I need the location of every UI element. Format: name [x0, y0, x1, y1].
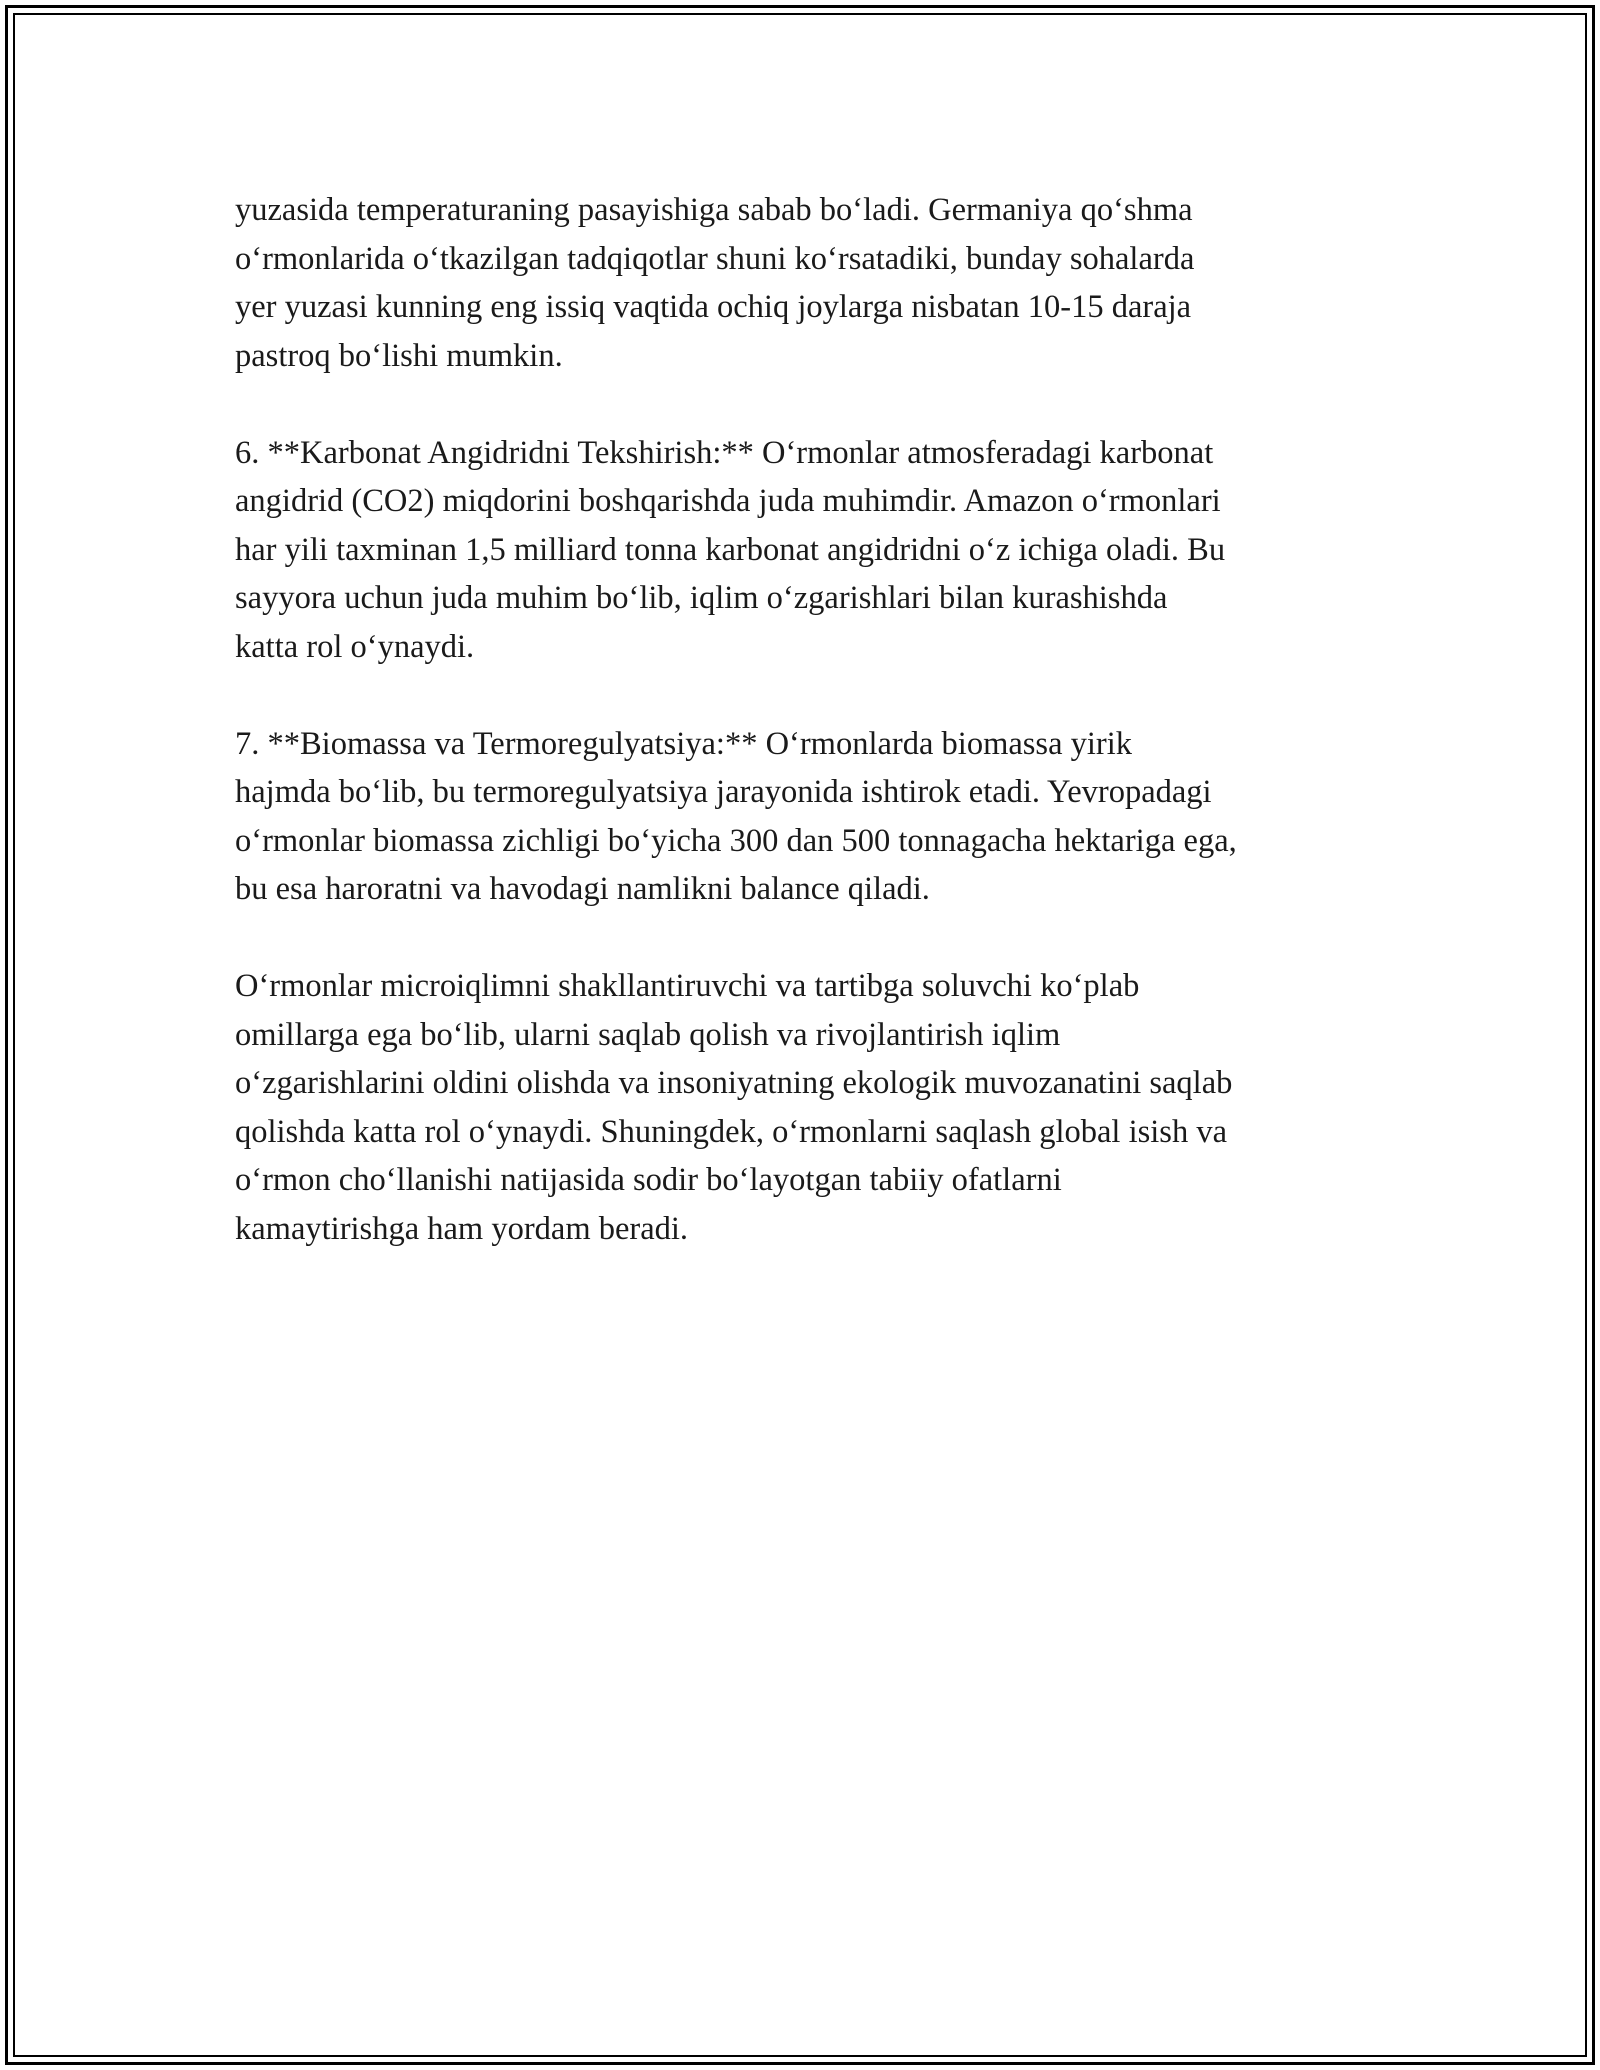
paragraph-temperature: yuzasida temperaturaning pasayishiga sabab bo‘ladi. Germaniya qo‘shma o‘rmonlarida o‘tkazilgan tadqiqotlar shuni ko‘rsatadiki, bunday sohalarda yer yuzasi kunning eng issiq vaqtida ochiq joylarga nisbatan 10-15 daraja pastroq bo‘lishi mumkin. — [235, 192, 1195, 374]
paragraph-biomass: 7. **Biomassa va Termoregulyatsiya:** O‘rmonlarda biomassa yirik hajmda bo‘lib, bu termoregulyatsiya jarayonida ishtirok etadi. Yevropadagi o‘rmonlar biomassa zichligi bo‘yicha 300 dan 500 tonnagacha hektariga ega, bu esa haroratni va havodagi namlikni balance qiladi. — [235, 725, 1237, 907]
document-body — [235, 186, 1385, 1302]
paragraph-carbon-dioxide: 6. **Karbonat Angidridni Tekshirish:** O‘rmonlar atmosferadagi karbonat angidrid (CO2) miqdorini boshqarishda juda muhimdir. Amazon o‘rmonlari har yili taxminan 1,5 milliard tonna karbonat angidridni o‘z ichiga oladi. Bu sayyora uchun juda muhim bo‘lib, iqlim o‘zgarishlari bilan kurashishda katta rol o‘ynaydi. — [235, 434, 1226, 665]
paragraph-conclusion: O‘rmonlar microiqlimni shakllantiruvchi va tartibga soluvchi ko‘plab omillarga ega bo‘lib, ularni saqlab qolish va rivojlantirish iqlim o‘zgarishlarini oldini olishda va insoniyatning ekologik muvozanatini saqlab qolishda katta rol o‘ynaydi. Shuningdek, o‘rmonlarni saqlash global isish va o‘rmon cho‘llanishi natijasida sodir bo‘layotgan tabiiy ofatlarni kamaytirishga ham yordam beradi. — [235, 968, 1233, 1247]
